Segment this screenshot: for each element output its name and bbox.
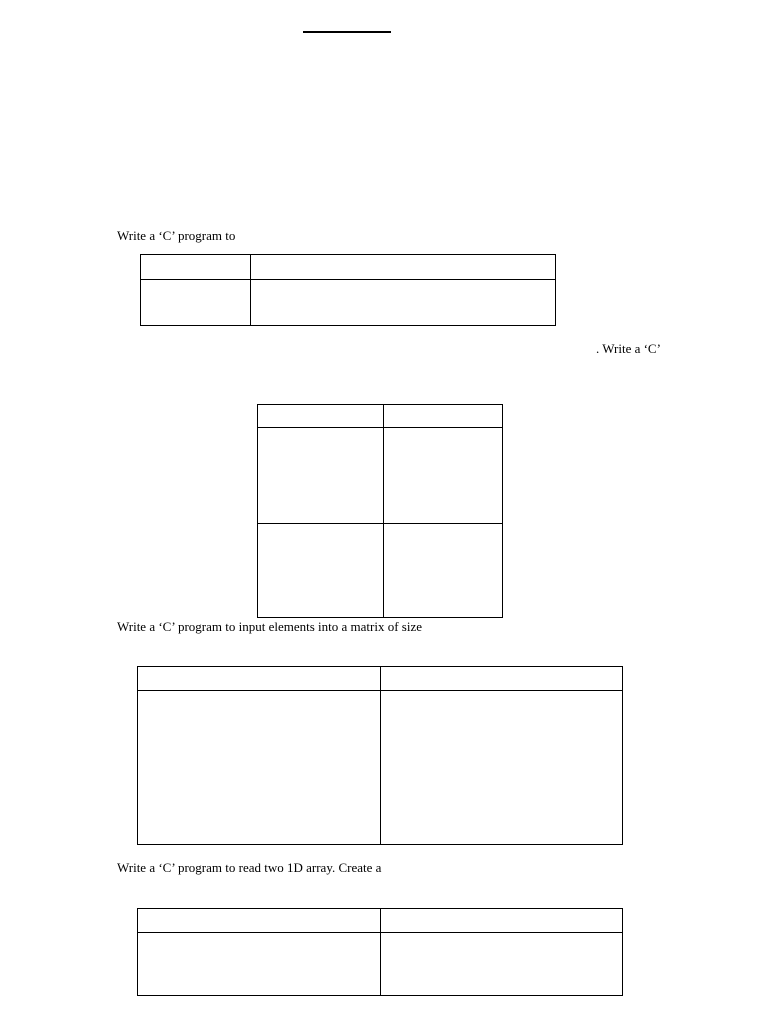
table-header-cell — [384, 405, 502, 427]
question-1-table — [140, 254, 556, 326]
table-header-cell — [141, 255, 250, 279]
table-cell — [141, 280, 250, 325]
table-cell — [384, 524, 502, 617]
table-cell — [381, 933, 622, 995]
question-1-text: Write a ‘C’ program to — [117, 228, 236, 243]
table-header-cell — [251, 255, 555, 279]
table-header-cell — [258, 405, 383, 427]
question-3-text: Write a ‘C’ program to input elements into a matrix of size — [117, 619, 423, 634]
table-cell — [384, 428, 502, 523]
table-cell — [381, 691, 622, 844]
table-cell — [138, 933, 380, 995]
table-header-cell — [381, 667, 622, 690]
table-header-cell — [138, 667, 380, 690]
table-cell — [138, 691, 380, 844]
question-2-text: . Write a ‘C’ — [596, 341, 661, 356]
table-cell — [251, 280, 555, 325]
title-underline — [303, 31, 391, 33]
table-cell — [258, 428, 383, 523]
question-2-table — [257, 404, 503, 618]
table-cell — [258, 524, 383, 617]
question-4-text: Write a ‘C’ program to read two 1D array. Create a — [117, 860, 382, 875]
table-header-cell — [138, 909, 380, 932]
question-4-table — [137, 908, 623, 996]
table-header-cell — [381, 909, 622, 932]
question-3-table — [137, 666, 623, 845]
